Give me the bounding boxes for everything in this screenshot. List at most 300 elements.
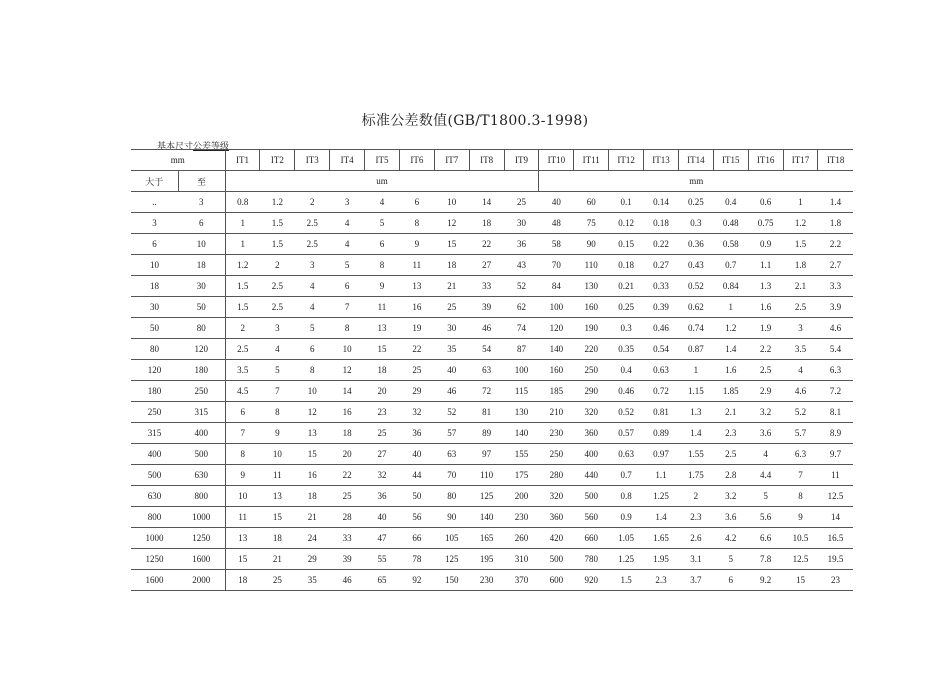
tolerance-value-cell: 11: [365, 297, 400, 318]
tolerance-value-cell: 18: [225, 570, 260, 591]
tolerance-value-cell: 0.74: [678, 318, 713, 339]
tolerance-value-cell: 58: [539, 234, 574, 255]
tolerance-value-cell: 7: [783, 465, 818, 486]
tolerance-value-cell: 200: [504, 486, 539, 507]
tolerance-value-cell: 36: [365, 486, 400, 507]
table-row: [131, 192, 853, 213]
tolerance-value-cell: 0.84: [713, 276, 748, 297]
tolerance-value-cell: 0.3: [609, 318, 644, 339]
tolerance-value-cell: 46: [434, 381, 469, 402]
tolerance-value-cell: 0.21: [609, 276, 644, 297]
size-from-cell: 500: [131, 465, 178, 486]
tolerance-value-cell: 0.33: [644, 276, 679, 297]
tolerance-value-cell: 2.5: [783, 297, 818, 318]
tolerance-value-cell: 2: [295, 192, 330, 213]
tolerance-value-cell: 1.5: [609, 570, 644, 591]
tolerance-value-cell: 80: [434, 486, 469, 507]
tolerance-value-cell: 125: [469, 486, 504, 507]
tolerance-value-cell: 84: [539, 276, 574, 297]
tolerance-value-cell: 0.52: [678, 276, 713, 297]
tolerance-value-cell: 4.6: [783, 381, 818, 402]
tolerance-value-cell: 90: [574, 234, 609, 255]
tolerance-value-cell: 60: [574, 192, 609, 213]
tolerance-value-cell: 0.25: [678, 192, 713, 213]
size-to-cell: 80: [178, 318, 225, 339]
tolerance-value-cell: 0.27: [644, 255, 679, 276]
tolerance-value-cell: 2.1: [713, 402, 748, 423]
tolerance-value-cell: 0.89: [644, 423, 679, 444]
tolerance-value-cell: 2: [678, 486, 713, 507]
tolerance-value-cell: 16: [330, 402, 365, 423]
grade-header: IT15: [713, 150, 748, 171]
tolerance-value-cell: 8: [330, 318, 365, 339]
table-row: [131, 423, 853, 444]
table-row: [131, 402, 853, 423]
tolerance-value-cell: 1.65: [644, 528, 679, 549]
tolerance-value-cell: 2.1: [783, 276, 818, 297]
tolerance-value-cell: 780: [574, 549, 609, 570]
tolerance-value-cell: 27: [365, 444, 400, 465]
table-row: [131, 213, 853, 234]
tolerance-value-cell: 4.5: [225, 381, 260, 402]
tolerance-value-cell: 0.46: [644, 318, 679, 339]
tolerance-value-cell: 10: [260, 444, 295, 465]
tolerance-value-cell: 22: [469, 234, 504, 255]
size-from-cell: 180: [131, 381, 178, 402]
tolerance-value-cell: 1.2: [783, 213, 818, 234]
size-from-cell: 1600: [131, 570, 178, 591]
size-from-cell: 10: [131, 255, 178, 276]
tolerance-value-cell: 370: [504, 570, 539, 591]
tolerance-value-cell: 63: [469, 360, 504, 381]
size-to-cell: 18: [178, 255, 225, 276]
tolerance-value-cell: 0.81: [644, 402, 679, 423]
tolerance-value-cell: 8: [783, 486, 818, 507]
tolerance-value-cell: 28: [330, 507, 365, 528]
tolerance-value-cell: 43: [504, 255, 539, 276]
tolerance-value-cell: 230: [539, 423, 574, 444]
tolerance-value-cell: 2.5: [295, 234, 330, 255]
tolerance-value-cell: 4.4: [748, 465, 783, 486]
tolerance-value-cell: 1.3: [678, 402, 713, 423]
tolerance-value-cell: 18: [469, 213, 504, 234]
tolerance-value-cell: 14: [469, 192, 504, 213]
tolerance-value-cell: 0.14: [644, 192, 679, 213]
tolerance-value-cell: 27: [469, 255, 504, 276]
tolerance-value-cell: 190: [574, 318, 609, 339]
tolerance-value-cell: 0.1: [609, 192, 644, 213]
tolerance-value-cell: 3.6: [713, 507, 748, 528]
size-from-cell: 3: [131, 213, 178, 234]
grade-header: IT7: [434, 150, 469, 171]
tolerance-value-cell: 8: [365, 255, 400, 276]
header-row-grades: [131, 150, 853, 171]
size-to-cell: 800: [178, 486, 225, 507]
tolerance-value-cell: 1: [713, 297, 748, 318]
tolerance-value-cell: 46: [469, 318, 504, 339]
size-from-cell: 1250: [131, 549, 178, 570]
tolerance-value-cell: 40: [365, 507, 400, 528]
tolerance-value-cell: 4: [295, 276, 330, 297]
table-row: [131, 444, 853, 465]
tolerance-value-cell: 6: [399, 192, 434, 213]
tolerance-value-cell: 6.3: [818, 360, 853, 381]
tolerance-value-cell: 35: [434, 339, 469, 360]
tolerance-value-cell: 25: [434, 297, 469, 318]
grade-header: IT4: [330, 150, 365, 171]
tolerance-value-cell: 150: [434, 570, 469, 591]
tolerance-value-cell: 25: [399, 360, 434, 381]
tolerance-value-cell: 1: [225, 234, 260, 255]
tolerance-value-cell: 9: [399, 234, 434, 255]
tolerance-value-cell: 1.85: [713, 381, 748, 402]
tolerance-value-cell: 5.2: [783, 402, 818, 423]
tolerance-value-cell: 230: [469, 570, 504, 591]
tolerance-value-cell: 1.5: [225, 297, 260, 318]
tolerance-value-cell: 4: [365, 192, 400, 213]
tolerance-value-cell: 6.6: [748, 528, 783, 549]
tolerance-value-cell: 320: [574, 402, 609, 423]
tolerance-value-cell: 3.9: [818, 297, 853, 318]
tolerance-value-cell: 120: [539, 318, 574, 339]
tolerance-value-cell: 4.2: [713, 528, 748, 549]
grade-header: IT14: [678, 150, 713, 171]
tolerance-value-cell: 5.7: [783, 423, 818, 444]
tolerance-value-cell: 2.7: [818, 255, 853, 276]
tolerance-value-cell: 130: [504, 402, 539, 423]
tolerance-value-cell: 3: [260, 318, 295, 339]
size-to-cell: 3: [178, 192, 225, 213]
table-row: [131, 318, 853, 339]
tolerance-value-cell: 2.5: [260, 276, 295, 297]
tolerance-value-cell: 1: [783, 192, 818, 213]
tolerance-value-cell: 1.1: [748, 255, 783, 276]
tolerance-value-cell: 0.12: [609, 213, 644, 234]
from-header: 大于: [131, 171, 178, 192]
tolerance-value-cell: 290: [574, 381, 609, 402]
tolerance-value-cell: 11: [818, 465, 853, 486]
table-row: [131, 297, 853, 318]
tolerance-value-cell: 22: [330, 465, 365, 486]
grade-header: IT1: [225, 150, 260, 171]
grade-header: IT18: [818, 150, 853, 171]
tolerance-value-cell: 16.5: [818, 528, 853, 549]
tolerance-value-cell: 140: [539, 339, 574, 360]
tolerance-value-cell: 44: [399, 465, 434, 486]
tolerance-value-cell: 12.5: [783, 549, 818, 570]
tolerance-value-cell: 78: [399, 549, 434, 570]
size-to-cell: 50: [178, 297, 225, 318]
tolerance-value-cell: 10: [434, 192, 469, 213]
grade-header: IT16: [748, 150, 783, 171]
tolerance-value-cell: 12: [434, 213, 469, 234]
tolerance-value-cell: 100: [504, 360, 539, 381]
tolerance-value-cell: 0.63: [609, 444, 644, 465]
tolerance-value-cell: 5: [260, 360, 295, 381]
tolerance-value-cell: 2.5: [225, 339, 260, 360]
tolerance-value-cell: 0.97: [644, 444, 679, 465]
tolerance-value-cell: 6: [295, 339, 330, 360]
tolerance-value-cell: 0.4: [713, 192, 748, 213]
tolerance-value-cell: 1.15: [678, 381, 713, 402]
tolerance-value-cell: 75: [574, 213, 609, 234]
tolerance-value-cell: 0.57: [609, 423, 644, 444]
tolerance-value-cell: 21: [260, 549, 295, 570]
tolerance-value-cell: 0.62: [678, 297, 713, 318]
tolerance-value-cell: 2.2: [748, 339, 783, 360]
tolerance-value-cell: 20: [365, 381, 400, 402]
tolerance-value-cell: 52: [434, 402, 469, 423]
tolerance-value-cell: 22: [399, 339, 434, 360]
grade-header: IT9: [504, 150, 539, 171]
tolerance-value-cell: 1.3: [748, 276, 783, 297]
tolerance-value-cell: 1.4: [678, 423, 713, 444]
tolerance-value-cell: 125: [434, 549, 469, 570]
tolerance-value-cell: 3.5: [225, 360, 260, 381]
tolerance-value-cell: 0.8: [609, 486, 644, 507]
tolerance-value-cell: 11: [225, 507, 260, 528]
tolerance-value-cell: 10: [225, 486, 260, 507]
tolerance-value-cell: 7: [330, 297, 365, 318]
tolerance-value-cell: 14: [818, 507, 853, 528]
tolerance-value-cell: 3: [783, 318, 818, 339]
tolerance-value-cell: 0.22: [644, 234, 679, 255]
tolerance-value-cell: 1.5: [225, 276, 260, 297]
tolerance-value-cell: 140: [469, 507, 504, 528]
tolerance-value-cell: 310: [504, 549, 539, 570]
tolerance-value-cell: 4: [295, 297, 330, 318]
size-from-cell: 630: [131, 486, 178, 507]
tolerance-value-cell: 39: [330, 549, 365, 570]
tolerance-value-cell: 25: [260, 570, 295, 591]
tolerance-value-cell: 1.5: [260, 213, 295, 234]
size-to-cell: 10: [178, 234, 225, 255]
tolerance-value-cell: 660: [574, 528, 609, 549]
tolerance-value-cell: 52: [504, 276, 539, 297]
tolerance-value-cell: 5: [713, 549, 748, 570]
tolerance-value-cell: 48: [539, 213, 574, 234]
table-row: [131, 234, 853, 255]
tolerance-value-cell: 50: [399, 486, 434, 507]
caption-underlined: 公差等级: [193, 142, 230, 152]
tolerance-value-cell: 1.55: [678, 444, 713, 465]
tolerance-value-cell: 35: [295, 570, 330, 591]
tolerance-value-cell: 8: [225, 444, 260, 465]
tolerance-value-cell: 9.7: [818, 444, 853, 465]
table-row: [131, 360, 853, 381]
tolerance-value-cell: 13: [365, 318, 400, 339]
tolerance-value-cell: 25: [365, 423, 400, 444]
tolerance-value-cell: 2.5: [260, 297, 295, 318]
tolerance-value-cell: 0.75: [748, 213, 783, 234]
tolerance-value-cell: 420: [539, 528, 574, 549]
tolerance-value-cell: 16: [399, 297, 434, 318]
tolerance-value-cell: 160: [574, 297, 609, 318]
size-to-cell: 630: [178, 465, 225, 486]
tolerance-value-cell: 2.5: [295, 213, 330, 234]
tolerance-value-cell: 46: [330, 570, 365, 591]
tolerance-value-cell: 0.54: [644, 339, 679, 360]
unit-um-header: um: [225, 171, 539, 192]
header-row-units: [131, 171, 853, 192]
tolerance-value-cell: 6: [225, 402, 260, 423]
tolerance-value-cell: 360: [574, 423, 609, 444]
tolerance-value-cell: 0.9: [748, 234, 783, 255]
tolerance-value-cell: 2.8: [713, 465, 748, 486]
tolerance-value-cell: 9.2: [748, 570, 783, 591]
tolerance-value-cell: 65: [365, 570, 400, 591]
size-from-cell: 120: [131, 360, 178, 381]
tolerance-value-cell: 57: [434, 423, 469, 444]
tolerance-value-cell: 195: [469, 549, 504, 570]
tolerance-value-cell: 7: [260, 381, 295, 402]
tolerance-value-cell: 440: [574, 465, 609, 486]
tolerance-value-cell: 36: [504, 234, 539, 255]
tolerance-value-cell: 40: [539, 192, 574, 213]
tolerance-value-cell: 15: [434, 234, 469, 255]
tolerance-value-cell: 1.2: [713, 318, 748, 339]
tolerance-value-cell: 230: [504, 507, 539, 528]
tolerance-value-cell: 70: [539, 255, 574, 276]
tolerance-value-cell: 6: [330, 276, 365, 297]
table-row: [131, 381, 853, 402]
tolerance-value-cell: 12: [330, 360, 365, 381]
tolerance-value-cell: 600: [539, 570, 574, 591]
tolerance-value-cell: 1.5: [260, 234, 295, 255]
unit-mm-header: mm: [539, 171, 853, 192]
tolerance-value-cell: 13: [295, 423, 330, 444]
grade-header: IT11: [574, 150, 609, 171]
tolerance-value-cell: 0.15: [609, 234, 644, 255]
tolerance-value-cell: 0.7: [609, 465, 644, 486]
tolerance-value-cell: 1.05: [609, 528, 644, 549]
grade-header: IT10: [539, 150, 574, 171]
tolerance-value-cell: 1.4: [713, 339, 748, 360]
tolerance-value-cell: 40: [399, 444, 434, 465]
tolerance-value-cell: 140: [504, 423, 539, 444]
size-from-cell: 400: [131, 444, 178, 465]
tolerance-value-cell: 2.3: [713, 423, 748, 444]
tolerance-value-cell: 30: [504, 213, 539, 234]
tolerance-value-cell: 19.5: [818, 549, 853, 570]
tolerance-value-cell: 12: [295, 402, 330, 423]
tolerance-value-cell: 18: [295, 486, 330, 507]
tolerance-value-cell: 32: [365, 465, 400, 486]
size-to-cell: 6: [178, 213, 225, 234]
tolerance-value-cell: 920: [574, 570, 609, 591]
tolerance-value-cell: 0.58: [713, 234, 748, 255]
tolerance-value-cell: 30: [434, 318, 469, 339]
tolerance-value-cell: 63: [434, 444, 469, 465]
tolerance-value-cell: 7.8: [748, 549, 783, 570]
tolerance-value-cell: 0.18: [644, 213, 679, 234]
tolerance-value-cell: 25: [504, 192, 539, 213]
tolerance-value-cell: 6: [713, 570, 748, 591]
tolerance-value-cell: 115: [504, 381, 539, 402]
tolerance-value-cell: 4: [783, 360, 818, 381]
size-to-cell: 120: [178, 339, 225, 360]
tolerance-value-cell: 5: [365, 213, 400, 234]
size-to-cell: 180: [178, 360, 225, 381]
tolerance-value-cell: 1.9: [748, 318, 783, 339]
grade-header: IT3: [295, 150, 330, 171]
tolerance-value-cell: 3.2: [713, 486, 748, 507]
tolerance-value-cell: 560: [574, 507, 609, 528]
tolerance-value-cell: 0.8: [225, 192, 260, 213]
tolerance-value-cell: 13: [399, 276, 434, 297]
tolerance-value-cell: 1.1: [644, 465, 679, 486]
table-row: [131, 276, 853, 297]
tolerance-value-cell: 1.6: [713, 360, 748, 381]
tolerance-value-cell: 4: [330, 234, 365, 255]
tolerance-value-cell: 220: [574, 339, 609, 360]
tolerance-value-cell: 185: [539, 381, 574, 402]
tolerance-value-cell: 0.9: [609, 507, 644, 528]
tolerance-value-cell: 21: [434, 276, 469, 297]
tolerance-value-cell: 1.5: [783, 234, 818, 255]
tolerance-value-cell: 0.87: [678, 339, 713, 360]
tolerance-value-cell: 0.43: [678, 255, 713, 276]
tolerance-value-cell: 15: [783, 570, 818, 591]
tolerance-value-cell: 0.18: [609, 255, 644, 276]
tolerance-value-cell: 5: [295, 318, 330, 339]
tolerance-value-cell: 1.25: [644, 486, 679, 507]
tolerance-value-cell: 13: [225, 528, 260, 549]
tolerance-value-cell: 360: [539, 507, 574, 528]
tolerance-value-cell: 260: [504, 528, 539, 549]
tolerance-value-cell: 400: [574, 444, 609, 465]
tolerance-value-cell: 8: [260, 402, 295, 423]
tolerance-value-cell: 14: [330, 381, 365, 402]
tolerance-value-cell: 8: [295, 360, 330, 381]
tolerance-value-cell: 110: [574, 255, 609, 276]
tolerance-value-cell: 3.2: [748, 402, 783, 423]
tolerance-value-cell: 1: [678, 360, 713, 381]
tolerance-value-cell: 8.9: [818, 423, 853, 444]
tolerance-value-cell: 55: [365, 549, 400, 570]
tolerance-value-cell: 1.2: [225, 255, 260, 276]
tolerance-value-cell: 62: [504, 297, 539, 318]
tolerance-value-cell: 3.7: [678, 570, 713, 591]
tolerance-value-cell: 5.4: [818, 339, 853, 360]
tolerance-value-cell: 15: [295, 444, 330, 465]
size-from-cell: ..: [131, 192, 178, 213]
tolerance-value-cell: 72: [469, 381, 504, 402]
tolerance-value-cell: 9: [260, 423, 295, 444]
tolerance-value-cell: 10: [295, 381, 330, 402]
tolerance-value-cell: 7.2: [818, 381, 853, 402]
table-row: [131, 507, 853, 528]
tolerance-value-cell: 160: [539, 360, 574, 381]
tolerance-value-cell: 5: [748, 486, 783, 507]
table-row: [131, 549, 853, 570]
tolerance-value-cell: 0.48: [713, 213, 748, 234]
tolerance-value-cell: 175: [504, 465, 539, 486]
tolerance-value-cell: 16: [295, 465, 330, 486]
tolerance-value-cell: 2.2: [818, 234, 853, 255]
tolerance-value-cell: 18: [260, 528, 295, 549]
tolerance-value-cell: 165: [469, 528, 504, 549]
grade-header: IT5: [365, 150, 400, 171]
tolerance-value-cell: 155: [504, 444, 539, 465]
tolerance-value-cell: 100: [539, 297, 574, 318]
tolerance-value-cell: 89: [469, 423, 504, 444]
tolerance-value-cell: 3: [295, 255, 330, 276]
tolerance-value-cell: 6: [365, 234, 400, 255]
tolerance-value-cell: 40: [434, 360, 469, 381]
tolerance-value-cell: 3: [330, 192, 365, 213]
tolerance-value-cell: 2.3: [678, 507, 713, 528]
